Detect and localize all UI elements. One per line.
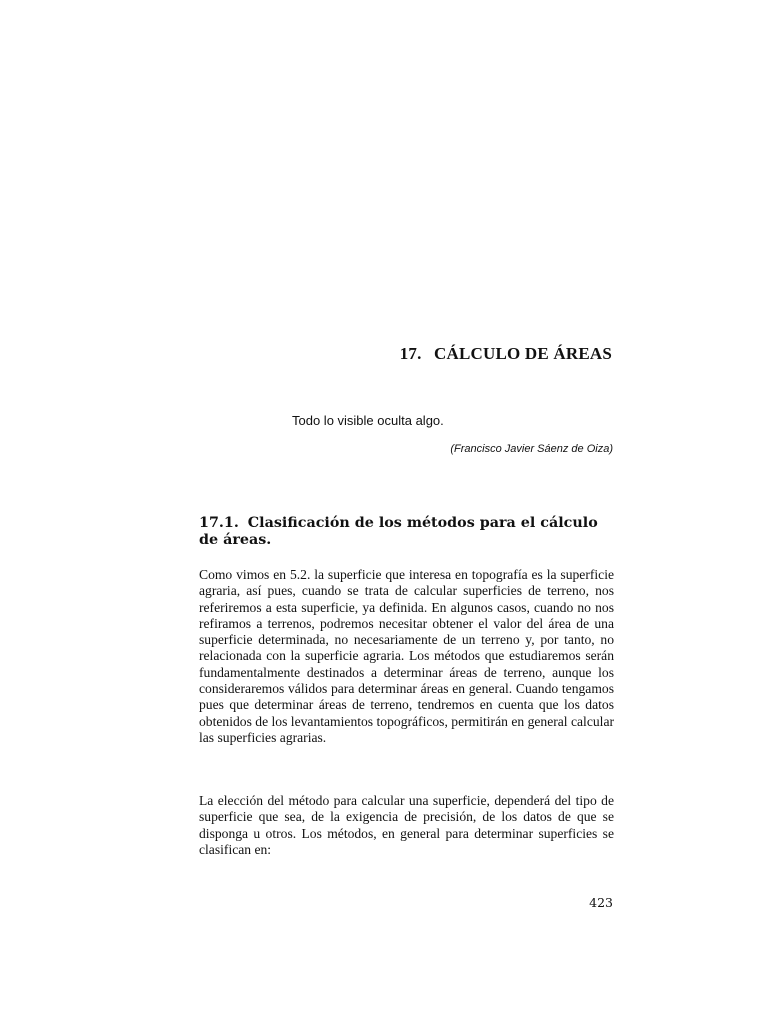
chapter-title-text: CÁLCULO DE ÁREAS	[434, 344, 612, 363]
section-number: 17.1.	[199, 515, 239, 531]
page-number: 423	[589, 895, 613, 910]
epigraph-author: (Francisco Javier Sáenz de Oiza)	[450, 443, 613, 455]
body-paragraph: Como vimos en 5.2. la superficie que interesa en topografía es la superficie agraria, así pues, cuando se trata de calcular superficies de terreno, nos referiremos a esta superficie, ya definida. En algunos casos, cuando no nos refiramos a terrenos, podremos necesitar obtener el valor del área de una superficie determinada, no necesariamente de un terreno y, por tanto, no relacionada con la superficie agraria. Los métodos que estudiaremos serán fundamentalmente destinados a determinar áreas de terreno, aunque los consideraremos válidos para determinar áreas en general. Cuando tengamos pues que determinar áreas de terreno, tendremos en cuenta que los datos obtenidos de los levantamientos topográficos, permitirán en general calcular las superficies agrarias.	[199, 567, 614, 745]
body-paragraph: La elección del método para calcular una superficie, dependerá del tipo de superficie que sea, de la exigencia de precisión, de los datos de que se disponga u otros. Los métodos, en general para determinar superficies se clasifican en:	[199, 793, 614, 857]
epigraph-quote: Todo lo visible oculta algo.	[292, 413, 444, 428]
chapter-number: 17.	[399, 344, 422, 363]
chapter-title	[400, 344, 612, 364]
section-title: Clasificación de los métodos para el cálculo de áreas.	[199, 515, 598, 548]
section-heading	[199, 515, 614, 549]
